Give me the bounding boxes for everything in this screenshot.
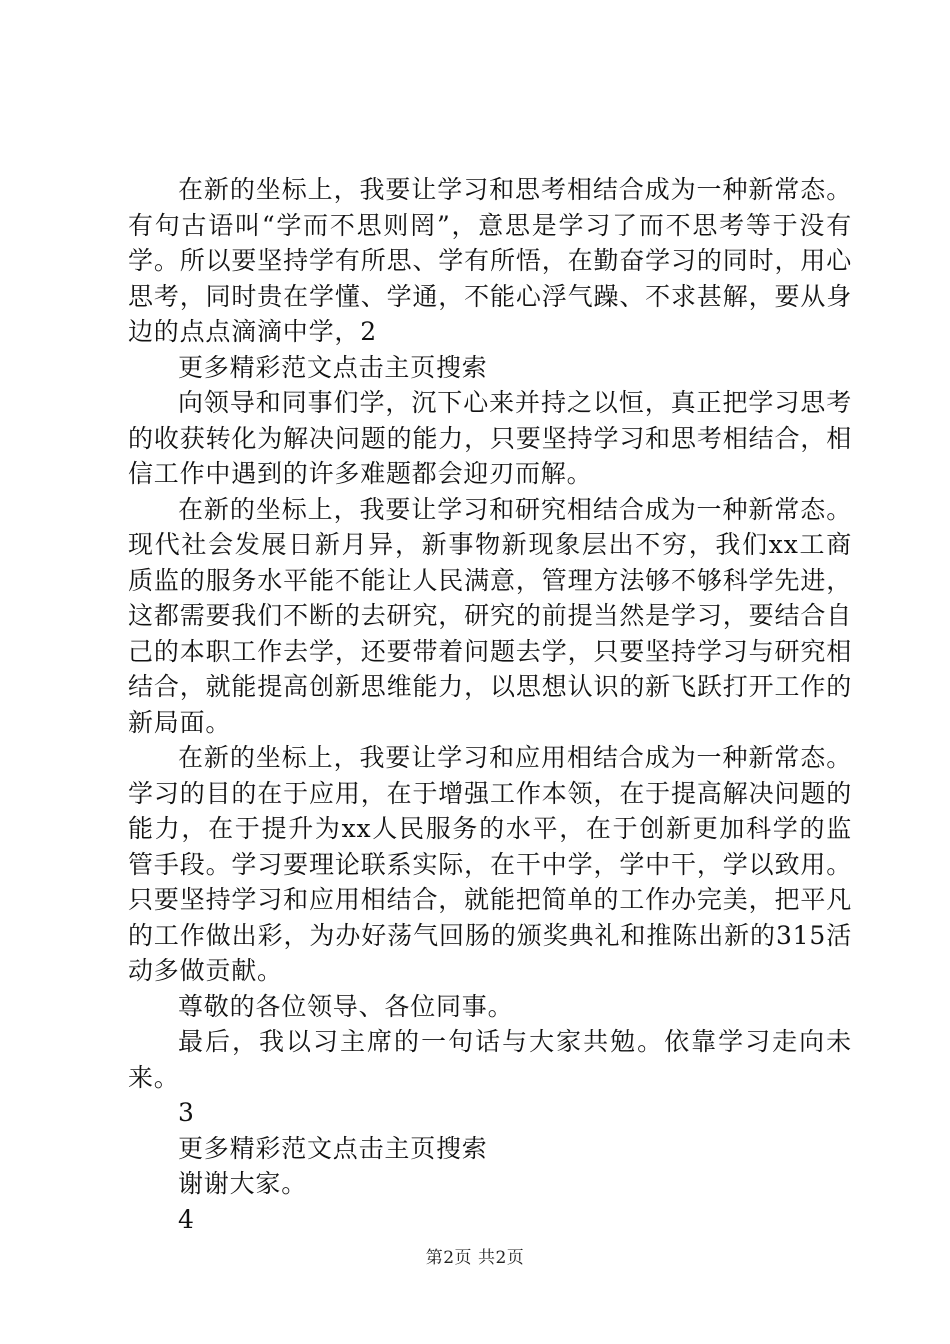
paragraph-learning-thinking: 在新的坐标上，我要让学习和思考相结合成为一种新常态。有句古语叫“学而不思则罔”，意思是学习了而不思考等于没有学。所以要坚持学有所思、学有所悟，在勤奋学习的同时，用心思考，同时贵在学懂、学通，不能心浮气躁、不求甚解，要从身边的点点滴滴中学，2 (128, 175, 852, 346)
paragraph-learning-application: 在新的坐标上，我要让学习和应用相结合成为一种新常态。学习的目的在于应用，在于增强工作本领，在于提高解决问题的能力，在于提升为xx人民服务的水平，在于创新更加科学的监管手段。学习要理论联系实际，在干中学，学中干，学以致用。只要坚持学习和应用相结合，就能把简单的工作办完美，把平凡的工作做出彩，为办好荡气回肠的颁奖典礼和推陈出新的315活动多做贡献。 (128, 743, 852, 985)
page-footer: 第2页 共2页 (425, 1248, 525, 1268)
paragraph-thanks: 谢谢大家。 (178, 1169, 308, 1198)
paragraph-learning-research: 在新的坐标上，我要让学习和研究相结合成为一种新常态。现代社会发展日新月异，新事物新现象层出不穷，我们xx工商质监的服务水平能不能让人民满意，管理方法够不够科学先进，这都需要我们不断的去研究，研究的前提当然是学习，要结合自己的本职工作去学，还要带着问题去学，只要坚持学习与研究相结合，就能提高创新思维能力，以思想认识的新飞跃打开工作的新局面。 (128, 494, 852, 737)
page-marker-4: 4 (178, 1204, 195, 1234)
page-marker-3: 3 (178, 1098, 195, 1127)
paragraph-salutation: 尊敬的各位领导、各位同事。 (178, 991, 514, 1021)
paragraph-learn-from-colleagues: 向领导和同事们学，沉下心来并持之以恒，真正把学习思考的收获转化为解决问题的能力，只要坚持学习和思考相结合，相信工作中遇到的许多难题都会迎刃而解。 (128, 388, 852, 488)
paragraph-closing: 最后，我以习主席的一句话与大家共勉。依靠学习走向未来。 (128, 1027, 852, 1092)
promo-line: 更多精彩范文点击主页搜索 (178, 1133, 488, 1163)
document-body (128, 172, 852, 1237)
promo-line: 更多精彩范文点击主页搜索 (178, 352, 488, 382)
